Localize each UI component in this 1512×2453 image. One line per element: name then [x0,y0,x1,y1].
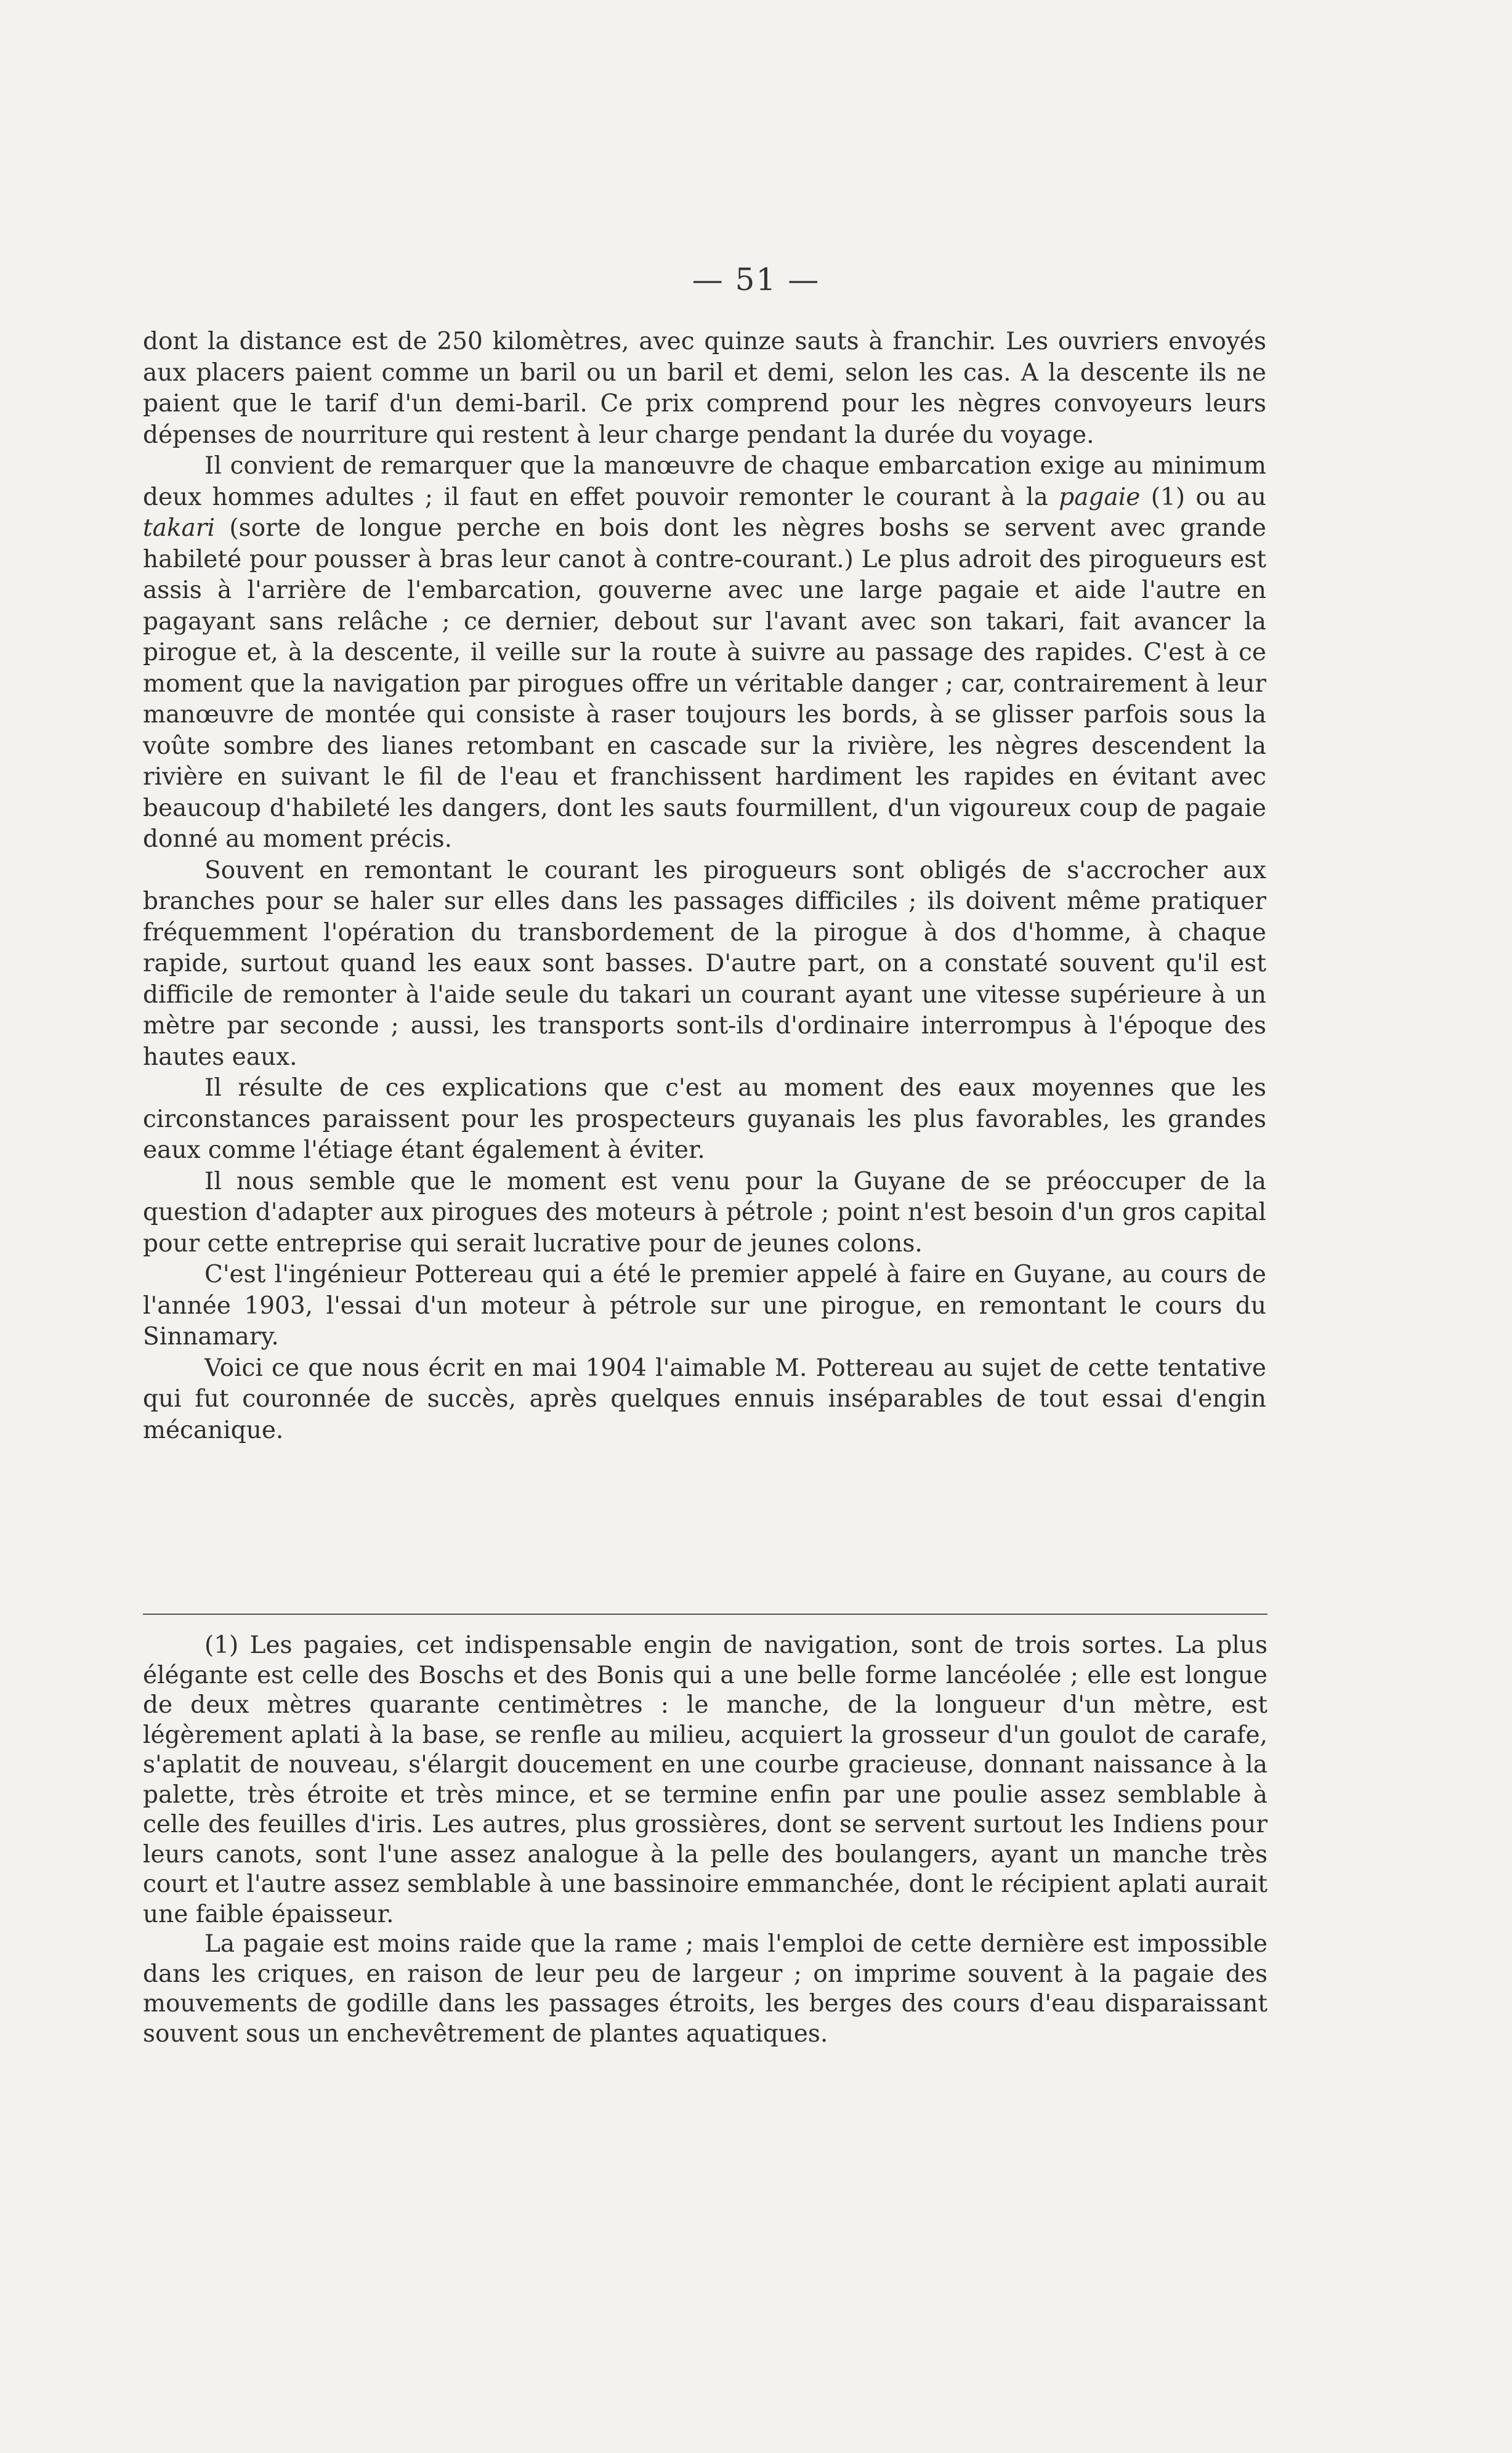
paragraph: C'est l'ingénieur Pottereau qui a été le premier appelé à faire en Guyane, au cours de l'année 1903, l'essai d'un moteur à pétrole sur une pirogue, en remontant le cours du Sinnamary. [143,1261,1266,1351]
text-run: Il convient de remarquer que la manœuvre de chaque embarcation exige au minimum deux hommes adultes ; il faut en effet pouvoir remonter le courant à la [143,452,1266,511]
footnote-paragraph: (1) Les pagaies, cet indispensable engin de navigation, sont de trois sortes. La plus élégante est celle des Boschs et des Bonis qui a une belle forme lancéolée ; elle est longue de deux mètres quarante centimètres : le manche, de la longueur d'un mètre, est légèrement aplati à la base, se renfle au milieu, acquiert la grosseur d'un goulot de carafe, s'aplatit de nouveau, s'élargit doucement en une courbe gracieuse, donnant naissance à la palette, très étroite et très mince, et se termine enfin par une poulie assez semblable à celle des feuilles d'iris. Les autres, plus grossières, dont se servent surtout les Indiens pour leurs canots, sont l'une assez analogue à la pelle des boulangers, ayant un manche très court et l'autre assez semblable à une bassinoire emmanchée, dont le récipient aplati aurait une faible épaisseur. [143,1631,1267,1928]
text-run: (sorte de longue perche en bois dont les nègres boshs se servent avec grande habileté pour pousser à bras leur canot à contre-courant.) Le plus adroit des pirogueurs est assis à l'arrière de l'embarcation, gouverne avec une large pagaie et aide l'autre en pagayant sans relâche ; ce dernier, debout sur l'avant avec son takari, fait avancer la pirogue et, à la descente, il veille sur la route à suivre au passage des rapides. C'est à ce moment que la navigation par pirogues offre un véritable danger ; car, contrairement à leur manœuvre de montée qui consiste à raser toujours les bords, à se glisser parfois sous la voûte sombre des lianes retombant en cascade sur la rivière, les nègres descendent la rivière en suivant le fil de l'eau et franchissent hardiment les rapides en évitant avec beaucoup d'habileté les dangers, dont les sauts fourmillent, d'un vigoureux coup de pagaie donné au moment précis. [143,514,1266,853]
paragraph: Il nous semble que le moment est venu pour la Guyane de se préoccuper de la question d'adapter aux pirogues des moteurs à pétrole ; point n'est besoin d'un gros capital pour cette entreprise qui serait lucrative pour de jeunes colons. [143,1167,1266,1258]
text-run: (1) ou au [1150,483,1267,511]
paragraph: Souvent en remontant le courant les pirogueurs sont obligés de s'accrocher aux branches pour se haler sur elles dans les passages difficiles ; ils doivent même pratiquer fréquemment l'opération du transbordement de la pirogue à dos d'homme, à chaque rapide, surtout quand les eaux sont basses. D'autre part, on a constaté souvent qu'il est difficile de remonter à l'aide seule du takari un courant ayant une vitesse supérieure à un mètre par seconde ; aussi, les transports sont-ils d'ordinaire interrompus à l'époque des hautes eaux. [143,856,1266,1071]
paragraph: dont la distance est de 250 kilomètres, avec quinze sauts à franchir. Les ouvriers envoyés aux placers paient comme un baril ou un baril et demi, selon les cas. A la descente ils ne paient que le tarif d'un demi-baril. Ce prix comprend pour les nègres convoyeurs leurs dépenses de nourriture qui restent à leur charge pendant la durée du voyage. [143,328,1266,449]
paragraph [143,451,1266,855]
body-text [143,326,1266,1446]
paragraph: Voici ce que nous écrit en mai 1904 l'aimable M. Pottereau au sujet de cette tentative qui fut couronnée de succès, après quelques ennuis inséparables de tout essai d'engin mécanique. [143,1354,1266,1444]
italic-term-pagaie: pagaie [1059,483,1141,511]
footnotes [143,1631,1267,2049]
italic-term-takari: takari [143,514,215,542]
footnote-divider [143,1614,1267,1615]
page-number: — 51 — [692,262,820,297]
paragraph: Il résulte de ces explications que c'est au moment des eaux moyennes que les circonstances paraissent pour les prospecteurs guyanais les plus favorables, les grandes eaux comme l'étiage étant également à éviter. [143,1074,1266,1164]
footnote-paragraph: La pagaie est moins raide que la rame ; mais l'emploi de cette dernière est impossible dans les criques, en raison de leur peu de largeur ; on imprime souvent à la pagaie des mouvements de godille dans les passages étroits, les berges des cours d'eau disparaissant souvent sous un enchevêtrement de plantes aquatiques. [143,1930,1267,2048]
